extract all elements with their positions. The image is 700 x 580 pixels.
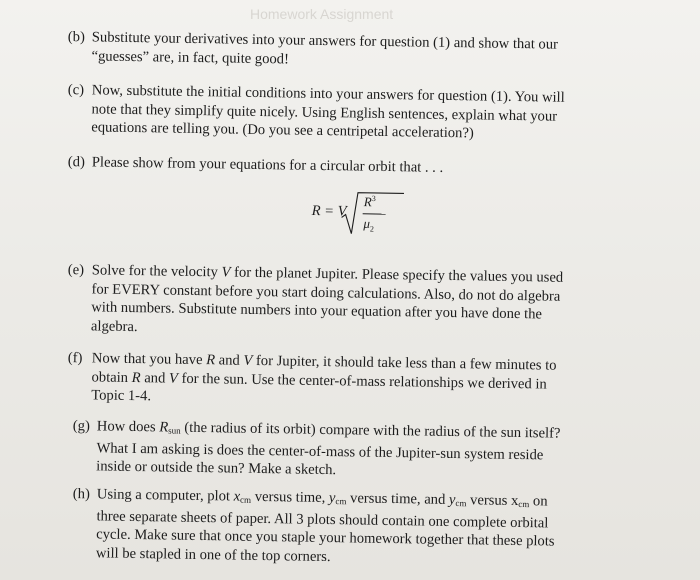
question-b-line: “guesses” are, in fact, quite good! — [91, 47, 290, 67]
formula-lhs: R = V — [311, 202, 347, 220]
question-b-line: Substitute your derivatives into your answers for question (1) and show that our — [91, 29, 559, 53]
question-g-line: How does $R_{sun}$ (the radius of its orbit) compare with the radius of the sun itself? — [96, 418, 561, 442]
question-h — [72, 485, 556, 570]
question-e-line: with numbers. Substitute numbers into your equation after you have done the — [91, 299, 543, 323]
question-g-line: inside or outside the sun? Make a sketch. — [96, 458, 337, 479]
question-f-line: Now that you have R and V for Jupiter, it should take less than a few minutes to — [91, 350, 557, 374]
question-f-line: obtain R and V for the sun. Use the center-of-mass relationships we derived in — [91, 368, 547, 393]
question-b — [67, 28, 558, 73]
question-h-label: (h) — [72, 485, 91, 503]
question-f — [67, 349, 557, 412]
question-d-line: Please show from your equations for a circular orbit that . . . — [91, 154, 444, 176]
question-c — [67, 81, 565, 144]
question-c-label: (c) — [67, 81, 85, 99]
question-g-line: What I am asking is does the center-of-mass of the Jupiter-sun system reside — [96, 439, 544, 463]
question-e — [67, 261, 563, 343]
question-f-label: (f) — [67, 349, 83, 367]
question-c-line: note that they simplify quite nicely. Using English sentences, explain what your — [91, 100, 558, 125]
question-e-line: for EVERY constant before you start doing calculations. Also, do not do algebra — [91, 280, 561, 305]
faint-heading: Homework Assignment — [250, 6, 394, 22]
question-e-label: (e) — [67, 261, 85, 279]
question-c-line: equations are telling you. (Do you see a centripetal acceleration?) — [91, 119, 474, 142]
question-e-line: Solve for the velocity V for the planet Jupiter. Please specify the values you used — [91, 262, 564, 286]
question-h-line: will be stapled in one of the top corners. — [95, 544, 331, 565]
question-f-line: Topic 1-4. — [91, 387, 152, 405]
question-b-label: (b) — [67, 28, 86, 46]
question-e-line: algebra. — [90, 317, 138, 335]
question-d-label: (d) — [67, 153, 86, 171]
question-h-line: cycle. Make sure that once you staple your homework together that these plots — [96, 526, 555, 550]
question-g-label: (g) — [72, 417, 91, 435]
question-g — [72, 417, 560, 483]
formula-denominator: $\mu_2$ — [363, 215, 375, 234]
question-c-line: Now, substitute the initial conditions into your answers for question (1). You will — [91, 82, 565, 106]
formula-numerator: $R^3$ — [363, 193, 376, 210]
question-h-line: three separate sheets of paper. All 3 plots should contain one complete orbital — [96, 507, 549, 531]
question-d — [68, 153, 444, 177]
question-h-line: Using a computer, plot $x_{cm}$ versus time, $y_{cm}$ versus time, and $y_{cm}$ versus $x_{cm}$ on — [96, 486, 548, 510]
